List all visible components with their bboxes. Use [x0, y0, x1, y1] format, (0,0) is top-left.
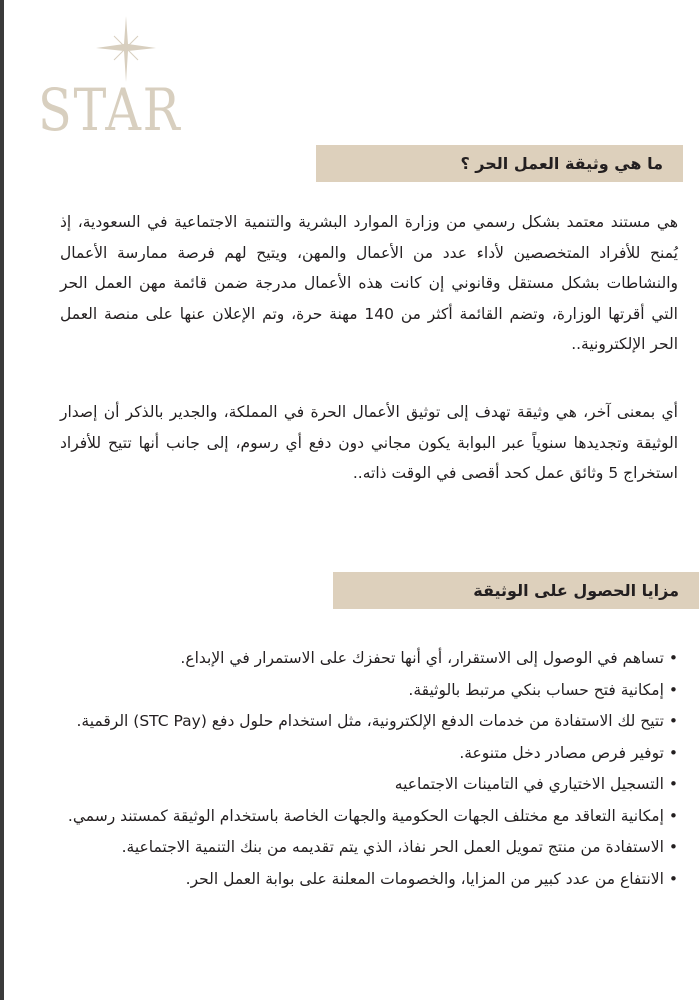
list-item: • تتيح لك الاستفادة من خدمات الدفع الإلكترونية، مثل استخدام حلول دفع (STC Pay) الرقمية. [60, 706, 678, 738]
paragraph-summary: أي بمعنى آخر، هي وثيقة تهدف إلى توثيق الأعمال الحرة في المملكة، والجدير بالذكر أن إصدار الوثيقة وتجديدها سنوياً عبر البوابة يكون مجاني دون دفع أي رسوم، إلى جانب أنها تتيح للأفراد استخراج 5 وثائق عمل كحد أقصى في الوقت ذاته.. [60, 403, 678, 482]
paragraph-definition: هي مستند معتمد بشكل رسمي من وزارة الموارد البشرية والتنمية الاجتماعية في السعودية، إذ يُمنح للأفراد المتخصصين لأداء عدد من الأعمال والمهن، ويتيح لهم فرصة ممارسة الأعمال والنشاطات بشكل مستقل وقانوني إن كانت هذه الأعمال مدرجة ضمن قائمة مهن العمل الحر التي أقرتها الوزارة، وتضم القائمة أكثر من 140 مهنة حرة، وتم الإعلان عنها على منصة العمل الحر الإلكترونية.. [60, 213, 678, 353]
list-item: • الاستفادة من منتج تمويل العمل الحر نفاذ، الذي يتم تقديمه من بنك التنمية الاجتماعية. [60, 832, 678, 864]
list-item: • التسجيل الاختياري في التامينات الاجتماعيه [60, 769, 678, 801]
page-edge [0, 0, 4, 1000]
list-item: • إمكانية فتح حساب بنكي مرتبط بالوثيقة. [60, 675, 678, 707]
star-icon [86, 14, 166, 84]
list-item: • تساهم في الوصول إلى الاستقرار، أي أنها تحفزك على الاستمرار في الإبداع. [60, 643, 678, 675]
section-heading-benefits: مزايا الحصول على الوثيقة [333, 572, 699, 609]
star-logo [38, 14, 208, 144]
list-item: • إمكانية التعاقد مع مختلف الجهات الحكومية والجهات الخاصة باستخدام الوثيقة كمستند رسمي. [60, 801, 678, 833]
list-item: • الانتفاع من عدد كبير من المزايا، والخصومات المعلنة على بوابة العمل الحر. [60, 864, 678, 896]
list-item: • توفير فرص مصادر دخل متنوعة. [60, 738, 678, 770]
section-heading-what-is: ما هي وثيقة العمل الحر ؟ [316, 145, 683, 182]
logo-text: STAR [38, 76, 182, 144]
benefits-list [60, 643, 678, 895]
